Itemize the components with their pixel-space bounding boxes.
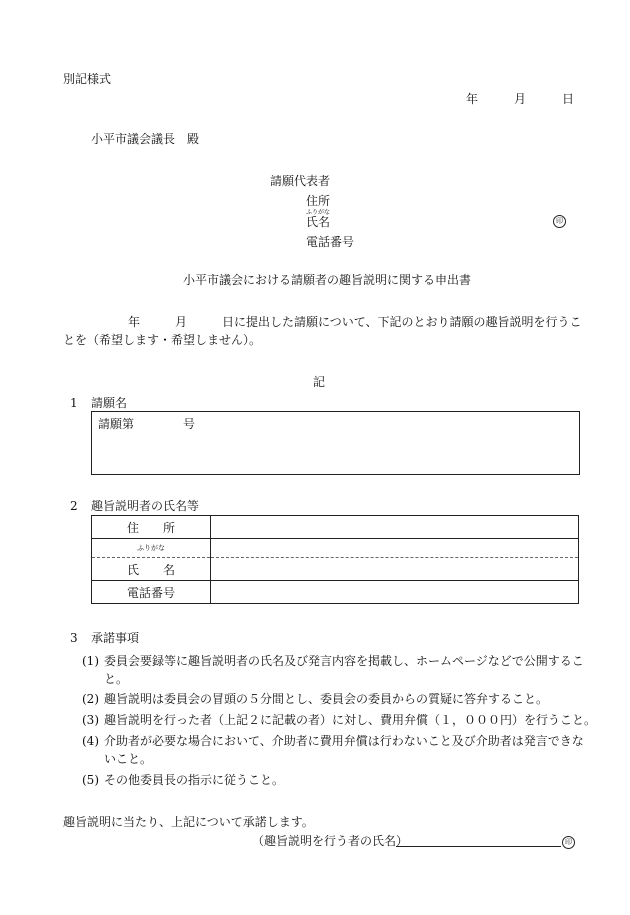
body-month: 月 <box>175 315 188 329</box>
representative-address-label: 住所 <box>306 194 331 208</box>
address-field[interactable] <box>211 516 579 539</box>
condition-number: (2) <box>82 692 99 706</box>
representative-name-label: 氏名 <box>306 215 331 229</box>
condition-number: (5) <box>82 773 99 787</box>
addressee: 小平市議会議長 殿 <box>91 132 200 146</box>
address-label: 住 所 <box>92 516 211 539</box>
body-year: 年 <box>128 315 141 329</box>
representative-phone-label: 電話番号 <box>306 235 355 249</box>
representative-name-furigana: ふりがな <box>306 209 331 216</box>
section1-heading: 請願名 <box>91 396 128 410</box>
doc-title: 小平市議会における請願者の趣旨説明に関する申出書 <box>183 273 472 287</box>
condition-number: (1) <box>82 654 99 668</box>
petition-name-box[interactable] <box>91 411 580 475</box>
name-label: 氏 名 <box>92 558 211 581</box>
petition-prefix: 請願第 <box>98 417 135 431</box>
representative-title: 請願代表者 <box>270 174 331 188</box>
ki-heading: 記 <box>313 375 326 389</box>
date-year: 年 <box>466 92 479 106</box>
name-field[interactable] <box>211 558 579 581</box>
condition-text: 介助者が必要な場合において、介助者に費用弁償は行わないこと及び介助者は発言できな <box>104 734 584 748</box>
seal-icon: 印 <box>553 215 566 228</box>
condition-text: 委員会要録等に趣旨説明者の氏名及び発言内容を掲載し、ホームページなどで公開するこ <box>104 654 584 668</box>
table-row <box>92 516 579 539</box>
phone-field[interactable] <box>211 581 579 604</box>
explainer-table <box>91 515 579 604</box>
furigana-field[interactable] <box>211 539 579 558</box>
table-row <box>92 558 579 581</box>
form-label: 別記様式 <box>63 72 112 86</box>
date-day: 日 <box>562 92 575 106</box>
section3-number: 3 <box>70 631 78 645</box>
body-line1: 日に提出した請願について、下記のとおり請願の趣旨説明を行うこ <box>222 315 582 329</box>
phone-label: 電話番号 <box>92 581 211 604</box>
condition-number: (4) <box>82 734 99 748</box>
section3-heading: 承諾事項 <box>91 631 140 645</box>
seal-icon: 印 <box>562 836 575 849</box>
condition-number: (3) <box>82 713 99 727</box>
table-row <box>92 581 579 604</box>
condition-text: 趣旨説明を行った者（上記２に記載の者）に対し、費用弁償（１，０００円）を行うこと。 <box>104 713 597 727</box>
condition-text: いこと。 <box>104 752 153 766</box>
section2-number: 2 <box>70 499 78 513</box>
petition-suffix: 号 <box>183 417 196 431</box>
consent-statement: 趣旨説明に当たり、上記について承諾します。 <box>63 815 314 829</box>
signer-label: （趣旨説明を行う者の氏名） <box>252 834 409 848</box>
condition-text: 趣旨説明は委員会の冒頭の５分間とし、委員会の委員からの質疑に答弁すること。 <box>104 692 549 706</box>
condition-text: その他委員長の指示に従うこと。 <box>104 773 285 787</box>
furigana-label: ふりがな <box>92 539 211 558</box>
table-row <box>92 539 579 558</box>
body-line2: とを（希望します・希望しません）。 <box>63 333 262 347</box>
signature-line[interactable] <box>396 846 561 847</box>
section1-number: 1 <box>70 396 78 410</box>
date-month: 月 <box>514 92 527 106</box>
section2-heading: 趣旨説明者の氏名等 <box>91 499 200 513</box>
condition-text: と。 <box>104 672 129 686</box>
